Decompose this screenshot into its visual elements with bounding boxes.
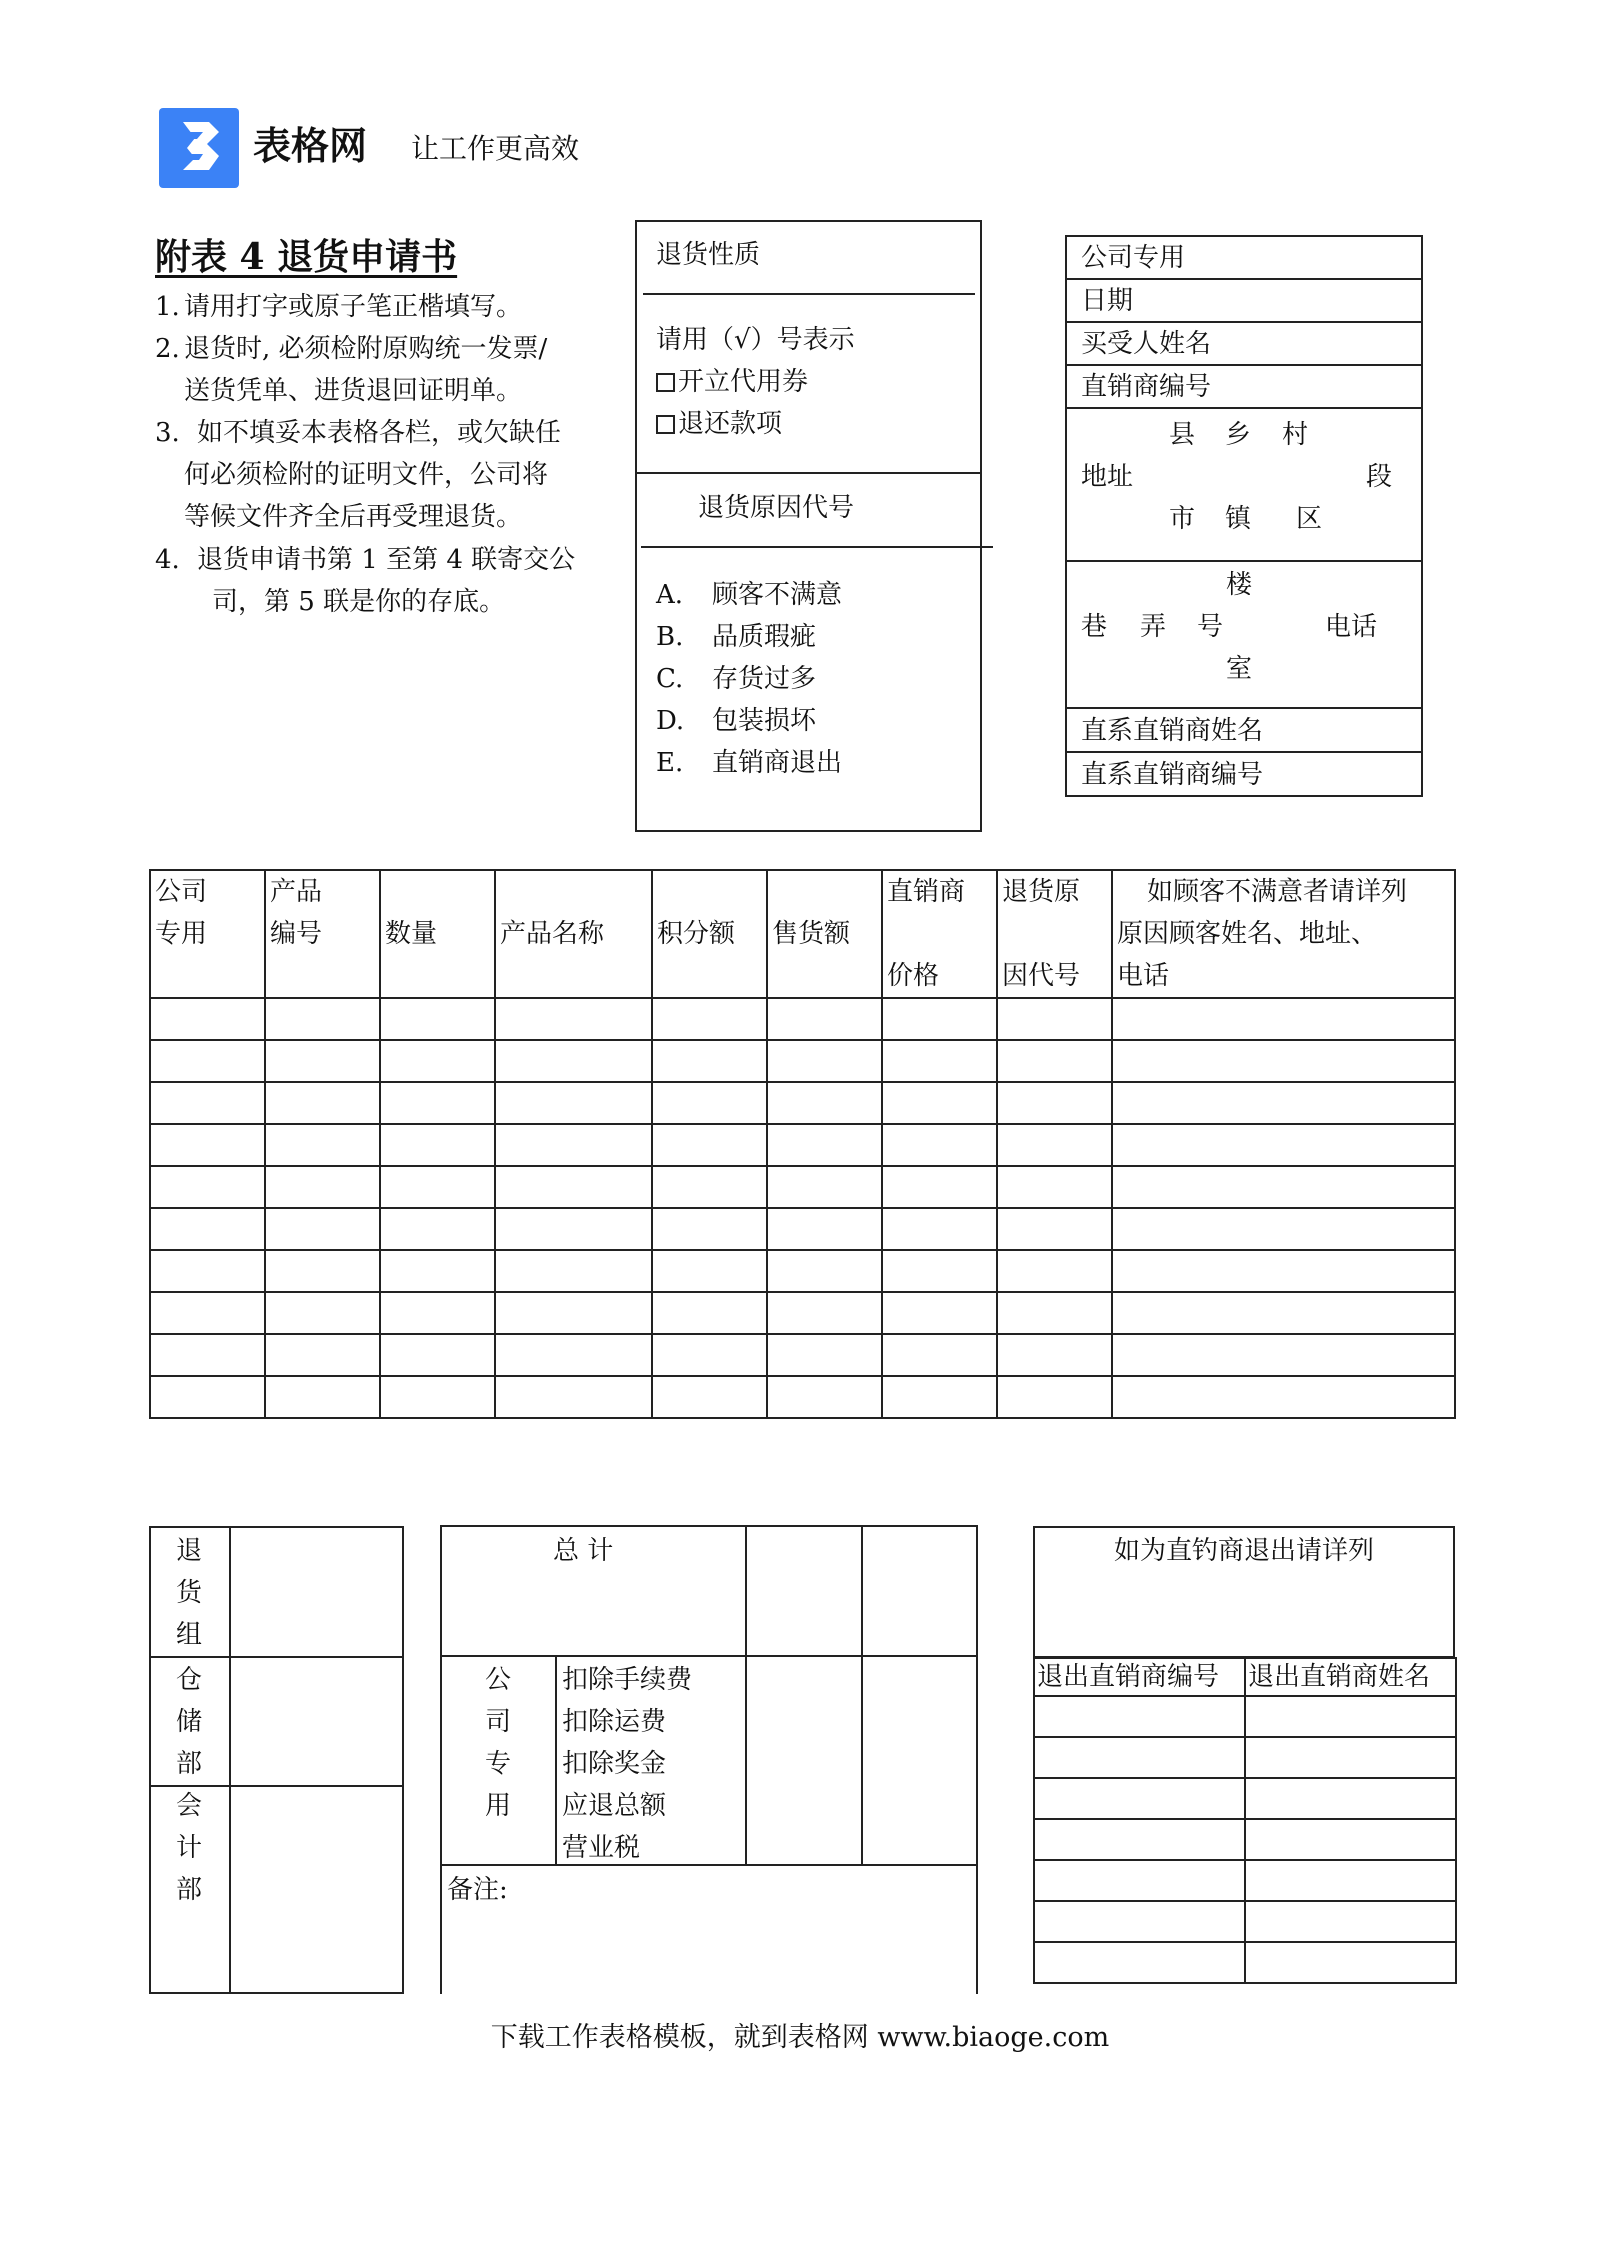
upline-id-label: 直系直销商编号 xyxy=(1081,760,1264,790)
reason-code: B. xyxy=(656,622,684,652)
table-row xyxy=(1034,1860,1456,1901)
table-row xyxy=(1034,1942,1456,1983)
header-line: 电话 xyxy=(1117,961,1170,991)
table-cell-input[interactable] xyxy=(1034,1696,1245,1737)
col-company-use xyxy=(150,870,265,998)
reason-code: A. xyxy=(656,580,684,610)
col-exit-id: 退出直销商编号 xyxy=(1034,1658,1245,1696)
table-cell-input[interactable] xyxy=(380,1376,495,1418)
table-cell-input[interactable] xyxy=(1034,1942,1245,1983)
table-cell-input[interactable] xyxy=(380,1040,495,1082)
returns-group-label-char: 货 xyxy=(176,1578,203,1608)
header-line xyxy=(1002,913,1107,955)
lane-label: 巷 xyxy=(1081,612,1108,642)
brand-logo-icon xyxy=(159,108,239,188)
table-cell-input[interactable] xyxy=(495,998,652,1040)
return-type-box xyxy=(635,220,982,832)
divider xyxy=(1065,321,1423,323)
divider xyxy=(637,472,982,474)
table-cell-input[interactable] xyxy=(495,1250,652,1292)
table-cell-input[interactable] xyxy=(1245,1942,1456,1983)
distributor-id-label: 直销商编号 xyxy=(1081,372,1212,402)
divider xyxy=(440,1525,442,1994)
table-cell-input[interactable] xyxy=(150,1166,265,1208)
table-row xyxy=(1034,1737,1456,1778)
table-cell-input[interactable] xyxy=(1034,1860,1245,1901)
warehouse-label-char: 仓 xyxy=(176,1665,203,1695)
table-cell-input[interactable] xyxy=(997,1250,1112,1292)
reason-code: E. xyxy=(656,748,684,778)
return-items-table xyxy=(149,869,1456,1419)
table-cell-input[interactable] xyxy=(1245,1901,1456,1942)
instruction-text: 等候文件齐全后再受理退货。 xyxy=(184,502,523,532)
form-title: 附表 4 退货申请书 xyxy=(155,236,458,278)
table-cell-input[interactable] xyxy=(495,1082,652,1124)
table-cell-input[interactable] xyxy=(1112,1334,1455,1376)
col-sales-amount xyxy=(767,870,882,998)
reason-text: 直销商退出 xyxy=(712,748,843,778)
table-cell-input[interactable] xyxy=(997,1334,1112,1376)
header-line: 编号 xyxy=(270,919,323,949)
table-cell-input[interactable] xyxy=(652,998,767,1040)
footer-text: 下载工作表格模板，就到表格网 www.biaoge.com xyxy=(490,2022,1110,2053)
header-line xyxy=(385,871,490,913)
township-label: 乡 xyxy=(1225,420,1252,450)
table-cell-input[interactable] xyxy=(767,1334,882,1376)
exit-distributor-table xyxy=(1033,1657,1457,1984)
section-label: 段 xyxy=(1366,462,1393,492)
divider xyxy=(555,1655,557,1865)
phone-label: 电话 xyxy=(1325,612,1378,642)
deduction-item: 营业税 xyxy=(562,1833,641,1863)
checkbox[interactable] xyxy=(656,415,675,434)
divider xyxy=(229,1526,231,1994)
table-row xyxy=(1034,1901,1456,1942)
company-use-label-char: 公 xyxy=(485,1665,512,1695)
reason-code: D. xyxy=(656,706,685,736)
table-cell-input[interactable] xyxy=(150,1082,265,1124)
header-line xyxy=(772,871,877,913)
table-cell-input[interactable] xyxy=(380,1292,495,1334)
table-cell-input[interactable] xyxy=(1112,1124,1455,1166)
header-line: 积分额 xyxy=(657,919,736,949)
accounting-label-char: 部 xyxy=(176,1875,203,1905)
table-cell-input[interactable] xyxy=(767,1082,882,1124)
table-row xyxy=(150,1376,1455,1418)
table-cell-input[interactable] xyxy=(1245,1819,1456,1860)
table-row xyxy=(150,998,1455,1040)
table-cell-input[interactable] xyxy=(1112,1040,1455,1082)
table-cell-input[interactable] xyxy=(1245,1860,1456,1901)
company-use-label-char: 用 xyxy=(485,1791,512,1821)
table-cell-input[interactable] xyxy=(150,1292,265,1334)
table-cell-input[interactable] xyxy=(1034,1901,1245,1942)
table-cell-input[interactable] xyxy=(150,1040,265,1082)
option-voucher[interactable] xyxy=(656,367,808,397)
table-cell-input[interactable] xyxy=(882,998,997,1040)
table-cell-input[interactable] xyxy=(997,1166,1112,1208)
divider xyxy=(861,1525,863,1865)
table-cell-input[interactable] xyxy=(652,1292,767,1334)
header-line: 价格 xyxy=(887,961,940,991)
table-cell-input[interactable] xyxy=(380,1082,495,1124)
table-cell-input[interactable] xyxy=(150,1124,265,1166)
divider xyxy=(440,1864,977,1866)
table-body xyxy=(1034,1696,1456,1983)
table-row xyxy=(150,1334,1455,1376)
table-cell-input[interactable] xyxy=(767,1124,882,1166)
table-cell-input[interactable] xyxy=(380,1166,495,1208)
table-cell-input[interactable] xyxy=(997,1292,1112,1334)
instruction-text: 何必须检附的证明文件，公司将 xyxy=(184,460,549,490)
option-refund[interactable] xyxy=(656,409,782,439)
deduction-item: 扣除运费 xyxy=(562,1707,667,1737)
table-cell-input[interactable] xyxy=(265,1040,380,1082)
table-cell-input[interactable] xyxy=(997,1040,1112,1082)
warehouse-label-char: 部 xyxy=(176,1749,203,1779)
table-cell-input[interactable] xyxy=(495,1376,652,1418)
reason-text: 品质瑕疵 xyxy=(712,622,817,652)
table-cell-input[interactable] xyxy=(767,998,882,1040)
accounting-label-char: 计 xyxy=(176,1833,203,1863)
table-cell-input[interactable] xyxy=(882,1124,997,1166)
table-row xyxy=(1034,1696,1456,1737)
table-cell-input[interactable] xyxy=(997,998,1112,1040)
table-cell-input[interactable] xyxy=(1112,1166,1455,1208)
table-cell-input[interactable] xyxy=(652,1082,767,1124)
table-row xyxy=(150,1292,1455,1334)
header-line: 退货原 xyxy=(1002,877,1081,907)
table-cell-input[interactable] xyxy=(380,1208,495,1250)
divider xyxy=(1065,407,1423,409)
table-cell-input[interactable] xyxy=(652,1040,767,1082)
table-cell-input[interactable] xyxy=(495,1124,652,1166)
header-line: 公司 xyxy=(155,877,208,907)
returns-group-label-char: 组 xyxy=(176,1620,203,1650)
table-cell-input[interactable] xyxy=(1245,1778,1456,1819)
table-cell-input[interactable] xyxy=(882,1292,997,1334)
instruction-text: 退货申请书第 1 至第 4 联寄交公 xyxy=(197,545,576,575)
table-cell-input[interactable] xyxy=(265,1334,380,1376)
table-cell-input[interactable] xyxy=(150,1250,265,1292)
table-cell-input[interactable] xyxy=(150,1334,265,1376)
table-cell-input[interactable] xyxy=(1034,1819,1245,1860)
brand-name: 表格网 xyxy=(253,124,368,168)
exit-title: 如为直钓商退出请详列 xyxy=(1113,1536,1374,1566)
table-cell-input[interactable] xyxy=(882,1166,997,1208)
col-points xyxy=(652,870,767,998)
instruction-text: 如不填妥本表格各栏，或欠缺任 xyxy=(197,418,562,448)
table-cell-input[interactable] xyxy=(495,1334,652,1376)
city-label: 市 xyxy=(1169,504,1196,534)
table-cell-input[interactable] xyxy=(1034,1778,1245,1819)
header-line: 原因顾客姓名、地址、 xyxy=(1117,919,1378,949)
divider xyxy=(1065,364,1423,366)
header-line: 产品 xyxy=(270,877,323,907)
instruction-num: 2. xyxy=(155,334,180,364)
instruction-text: 司，第 5 联是你的存底。 xyxy=(212,587,506,617)
col-reason-code xyxy=(997,870,1112,998)
header-line: 专用 xyxy=(155,919,208,949)
instruction-text: 退货时, 必须检附原购统一发票/ xyxy=(184,334,548,364)
table-cell-input[interactable] xyxy=(380,1334,495,1376)
header-line xyxy=(500,871,647,913)
table-cell-input[interactable] xyxy=(265,1166,380,1208)
divider xyxy=(641,546,993,548)
buyer-name-label: 买受人姓名 xyxy=(1081,329,1212,359)
table-row xyxy=(150,1166,1455,1208)
divider xyxy=(1065,560,1423,562)
table-cell-input[interactable] xyxy=(767,1208,882,1250)
table-cell-input[interactable] xyxy=(767,1040,882,1082)
building-label: 楼 xyxy=(1226,570,1253,600)
number-label: 号 xyxy=(1197,612,1224,642)
deduction-item: 扣除手续费 xyxy=(562,1665,693,1695)
instruction-text: 请用打字或原子笔正楷填写。 xyxy=(184,292,523,322)
table-cell-input[interactable] xyxy=(1245,1696,1456,1737)
table-cell-input[interactable] xyxy=(1245,1737,1456,1778)
table-cell-input[interactable] xyxy=(1112,1250,1455,1292)
table-cell-input[interactable] xyxy=(495,1292,652,1334)
reason-code: C. xyxy=(656,664,684,694)
divider xyxy=(149,1785,404,1787)
table-cell-input[interactable] xyxy=(997,1208,1112,1250)
instruction-num: 4. xyxy=(155,545,180,575)
company-use-label-char: 司 xyxy=(485,1707,512,1737)
alley-label: 弄 xyxy=(1140,612,1167,642)
table-header-row xyxy=(150,870,1455,998)
table-row xyxy=(1034,1819,1456,1860)
address-label: 地址 xyxy=(1081,462,1134,492)
table-cell-input[interactable] xyxy=(265,998,380,1040)
table-cell-input[interactable] xyxy=(882,1376,997,1418)
table-cell-input[interactable] xyxy=(265,1208,380,1250)
brand-slogan: 让工作更高效 xyxy=(411,132,580,165)
divider xyxy=(1065,278,1423,280)
table-cell-input[interactable] xyxy=(380,1124,495,1166)
table-cell-input[interactable] xyxy=(652,1250,767,1292)
col-distributor-price xyxy=(882,870,997,998)
total-label: 总 计 xyxy=(553,1536,614,1566)
instruction-num: 3. xyxy=(155,418,180,448)
table-cell-input[interactable] xyxy=(495,1166,652,1208)
table-cell-input[interactable] xyxy=(150,998,265,1040)
table-cell-input[interactable] xyxy=(265,1124,380,1166)
table-cell-input[interactable] xyxy=(767,1376,882,1418)
header-line: 数量 xyxy=(385,919,438,949)
divider xyxy=(149,1656,404,1658)
table-cell-input[interactable] xyxy=(380,998,495,1040)
reason-text: 存货过多 xyxy=(712,664,817,694)
table-row xyxy=(150,1208,1455,1250)
reason-title: 退货原因代号 xyxy=(698,493,855,523)
table-cell-input[interactable] xyxy=(652,1376,767,1418)
village-label: 村 xyxy=(1282,420,1309,450)
return-type-title: 退货性质 xyxy=(656,240,761,270)
header-line: 产品名称 xyxy=(500,919,605,949)
header-line xyxy=(657,871,762,913)
deduction-item: 扣除奖金 xyxy=(562,1749,667,1779)
remarks-label: 备注: xyxy=(447,1875,508,1905)
option-label: 开立代用券 xyxy=(678,367,809,397)
table-row xyxy=(1034,1778,1456,1819)
checkbox[interactable] xyxy=(656,373,675,392)
county-label: 县 xyxy=(1169,420,1196,450)
table-cell-input[interactable] xyxy=(265,1250,380,1292)
table-cell-input[interactable] xyxy=(652,1166,767,1208)
divider xyxy=(745,1525,747,1865)
option-label: 退还款项 xyxy=(678,409,783,439)
table-cell-input[interactable] xyxy=(652,1124,767,1166)
table-cell-input[interactable] xyxy=(997,1376,1112,1418)
instruction-text: 送货凭单、进货退回证明单。 xyxy=(184,376,523,406)
district-label: 区 xyxy=(1296,504,1323,534)
table-cell-input[interactable] xyxy=(495,1040,652,1082)
col-quantity xyxy=(380,870,495,998)
reason-text: 包装损坏 xyxy=(712,706,817,736)
reason-text: 顾客不满意 xyxy=(712,580,843,610)
header-line: 因代号 xyxy=(1002,961,1081,991)
divider xyxy=(440,1655,977,1657)
accounting-label-char: 会 xyxy=(176,1791,203,1821)
table-cell-input[interactable] xyxy=(652,1334,767,1376)
divider xyxy=(440,1525,977,1527)
col-product-name xyxy=(495,870,652,998)
header-line: 售货额 xyxy=(772,919,851,949)
table-cell-input[interactable] xyxy=(265,1082,380,1124)
col-product-id xyxy=(265,870,380,998)
table-header-row xyxy=(1034,1658,1456,1696)
table-cell-input[interactable] xyxy=(1034,1737,1245,1778)
table-cell-input[interactable] xyxy=(882,1208,997,1250)
check-hint: 请用（√）号表示 xyxy=(656,325,855,355)
header-line: 如顾客不满意者请详列 xyxy=(1147,877,1408,907)
table-cell-input[interactable] xyxy=(882,1334,997,1376)
table-cell-input[interactable] xyxy=(767,1166,882,1208)
warehouse-label-char: 储 xyxy=(176,1707,203,1737)
header-line: 直销商 xyxy=(887,877,966,907)
table-cell-input[interactable] xyxy=(997,1082,1112,1124)
table-cell-input[interactable] xyxy=(1112,1292,1455,1334)
table-cell-input[interactable] xyxy=(265,1292,380,1334)
table-row xyxy=(150,1124,1455,1166)
table-cell-input[interactable] xyxy=(997,1124,1112,1166)
table-cell-input[interactable] xyxy=(882,1082,997,1124)
col-exit-name: 退出直销商姓名 xyxy=(1245,1658,1456,1696)
col-customer-details xyxy=(1112,870,1455,998)
deduction-item: 应退总额 xyxy=(562,1791,667,1821)
room-label: 室 xyxy=(1226,654,1253,684)
upline-name-label: 直系直销商姓名 xyxy=(1081,716,1264,746)
divider xyxy=(1065,751,1423,753)
table-cell-input[interactable] xyxy=(652,1208,767,1250)
table-cell-input[interactable] xyxy=(767,1292,882,1334)
table-cell-input[interactable] xyxy=(150,1376,265,1418)
table-row xyxy=(150,1250,1455,1292)
town-label: 镇 xyxy=(1225,504,1252,534)
table-row xyxy=(150,1040,1455,1082)
table-cell-input[interactable] xyxy=(150,1208,265,1250)
table-row xyxy=(150,1082,1455,1124)
table-cell-input[interactable] xyxy=(767,1250,882,1292)
header-line xyxy=(887,913,992,955)
company-use-label-char: 专 xyxy=(485,1749,512,1779)
table-cell-input[interactable] xyxy=(1112,998,1455,1040)
table-cell-input[interactable] xyxy=(1112,1208,1455,1250)
company-use-label: 公司专用 xyxy=(1081,243,1186,273)
table-cell-input[interactable] xyxy=(1112,1082,1455,1124)
table-cell-input[interactable] xyxy=(380,1250,495,1292)
table-body xyxy=(150,998,1455,1418)
table-cell-input[interactable] xyxy=(882,1250,997,1292)
table-cell-input[interactable] xyxy=(1112,1376,1455,1418)
table-cell-input[interactable] xyxy=(265,1376,380,1418)
divider xyxy=(976,1525,978,1994)
divider xyxy=(1065,707,1423,709)
instruction-num: 1. xyxy=(155,292,180,322)
date-label: 日期 xyxy=(1081,286,1134,316)
table-cell-input[interactable] xyxy=(495,1208,652,1250)
table-cell-input[interactable] xyxy=(882,1040,997,1082)
divider xyxy=(643,293,975,295)
returns-group-label-char: 退 xyxy=(176,1536,203,1566)
